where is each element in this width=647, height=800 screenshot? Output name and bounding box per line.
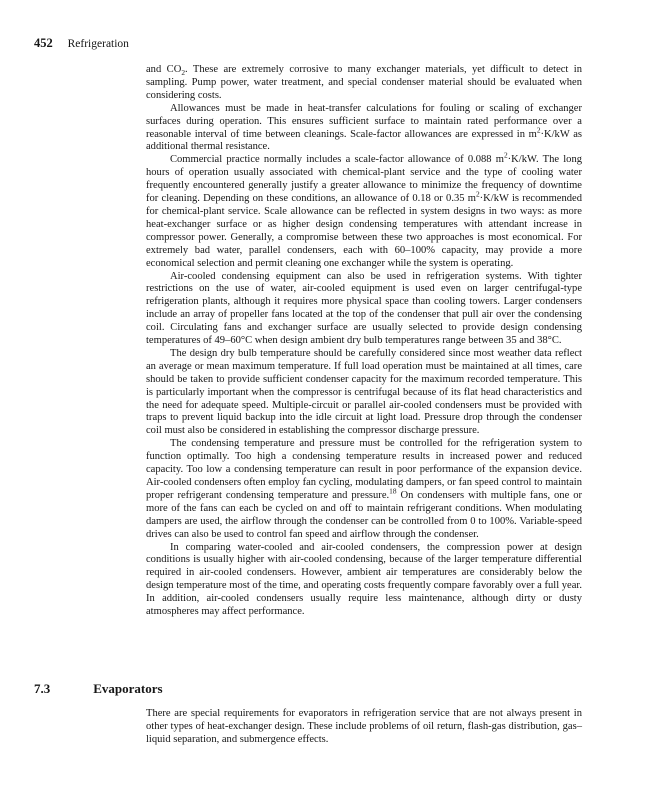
section-title: Evaporators [93,681,163,696]
text-run: Allowances must be made in heat-transfer calculations for fouling or scaling of exchanger surfaces during operation. This ensures sufficient surface to maintain rated performance over a reasonable interval of time between cleanings. Scale-factor allowances are expressed in m [146,102,582,140]
paragraph [146,150,582,270]
paragraph [146,438,582,541]
superscript: 2 [503,150,508,160]
superscript: 2 [536,125,541,135]
text-run: and CO [146,64,182,75]
body-text [146,64,582,619]
running-title: Refrigeration [67,38,129,50]
text-run: The condensing temperature and pressure must be controlled for the refrigeration system to function optimally. Too high a condensing temperature results in increased power and reduced capacity. Too low a condensing temperature can result in poor performance of the expansion device. Air-cooled condensers often employ fan cycling, modulating dampers, or fan speed control to maintain proper refrigerant condensing temperature and pressure. [146,438,582,501]
section-paragraph: There are special requirements for evaporators in refrigeration service that are not always present in other types of heat-exchanger design. These include problems of oil return, flash-gas distribution, gas–liquid separation, and submergence effects. [146,708,582,745]
section-body [146,708,582,747]
paragraph [146,103,582,155]
paragraph [146,271,582,348]
text-run: ·K/kW is recommended for chemical-plant service. Scale allowance can be reflected in system designs in two ways: as more heat-exchanger surface or as higher design condensing temperatures with attendant increase in compressor power. Generally, a compromise between these two approaches is most economical. For extremely bad water, parallel condensers, each with 60–100% capacity, may provide a more economical selection and permit cleaning one exchanger while the system is operating. [146,193,582,269]
page-header [34,36,129,51]
paragraph [146,542,582,619]
page-number: 452 [34,36,53,50]
section-number: 7.3 [34,681,51,696]
text-run: Commercial practice normally includes a scale-factor allowance of 0.088 m [170,154,504,166]
superscript: 2 [475,189,480,199]
text-run: Air-cooled condensing equipment can also be used in refrigeration systems. With tighter restrictions on the use of water, air-cooled equipment is used even on larger centrifugal-type refrigeration plants, although it requires more physical space than cooling towers. Larger condensers include an array of propeller fans located at the top of the condenser that pull air over the condensing coil. Circulating fans and exchanger surface are usually selected to provide design condensing temperatures of 49–60°C when design ambient dry bulb temperatures range between 35 and 38°C. [146,270,582,347]
text-run: ·K/kW. The long hours of operation usually associated with chemical-plant service and the type of cooling water frequently encountered generally justify a greater allowance to minimize the frequency of downtime for cleaning. Depending on these conditions, an allowance of 0.18 or 0.35 m [146,154,582,205]
paragraph [146,348,582,438]
text-run: . These are extremely corrosive to many exchanger materials, yet difficult to detect in sampling. Pump power, water treatment, and special condenser material should be evaluated when considering costs. [146,64,582,101]
text-run: ·K/kW as additional thermal resistance. [146,128,582,153]
section-heading [34,681,163,697]
text-run: In comparing water-cooled and air-cooled condensers, the compression power at design conditions is usually higher with air-cooled condensing, because of the larger temperature differential required in air-cooled condensers. However, ambient air temperatures are considerably below the design temperature most of the time, and operating costs frequently compare favorably over a full year. In addition, air-cooled condensers usually require less maintenance, although dirty or dusty atmospheres may affect performance. [146,541,582,618]
paragraph [146,64,582,103]
text-run: On condensers with multiple fans, one or more of the fans can each be cycled on and off to maintain refrigerant conditions. When modulating dampers are used, the airflow through the condenser can be controlled from 0 to 100%. Variable-speed drives can also be used to control fan speed and airflow through the condenser. [146,489,582,540]
subscript: 2 [181,68,185,78]
text-run: The design dry bulb temperature should be carefully considered since most weather data reflect an average or mean maximum temperature. If full load operation must be maintained at all times, care should be taken to provide sufficient condenser capacity for the maximum recorded temperature. This is particularly important when the compressor is centrifugal because of its flat head characteristics and the need for adequate speed. Multiple-circuit or parallel air-cooled condensers must be provided with traps to prevent liquid backup into the idle circuit at light load. Pressure drop through the condenser coil must also be considered in establishing the compressor discharge pressure. [146,347,582,437]
superscript: 18 [389,486,397,496]
